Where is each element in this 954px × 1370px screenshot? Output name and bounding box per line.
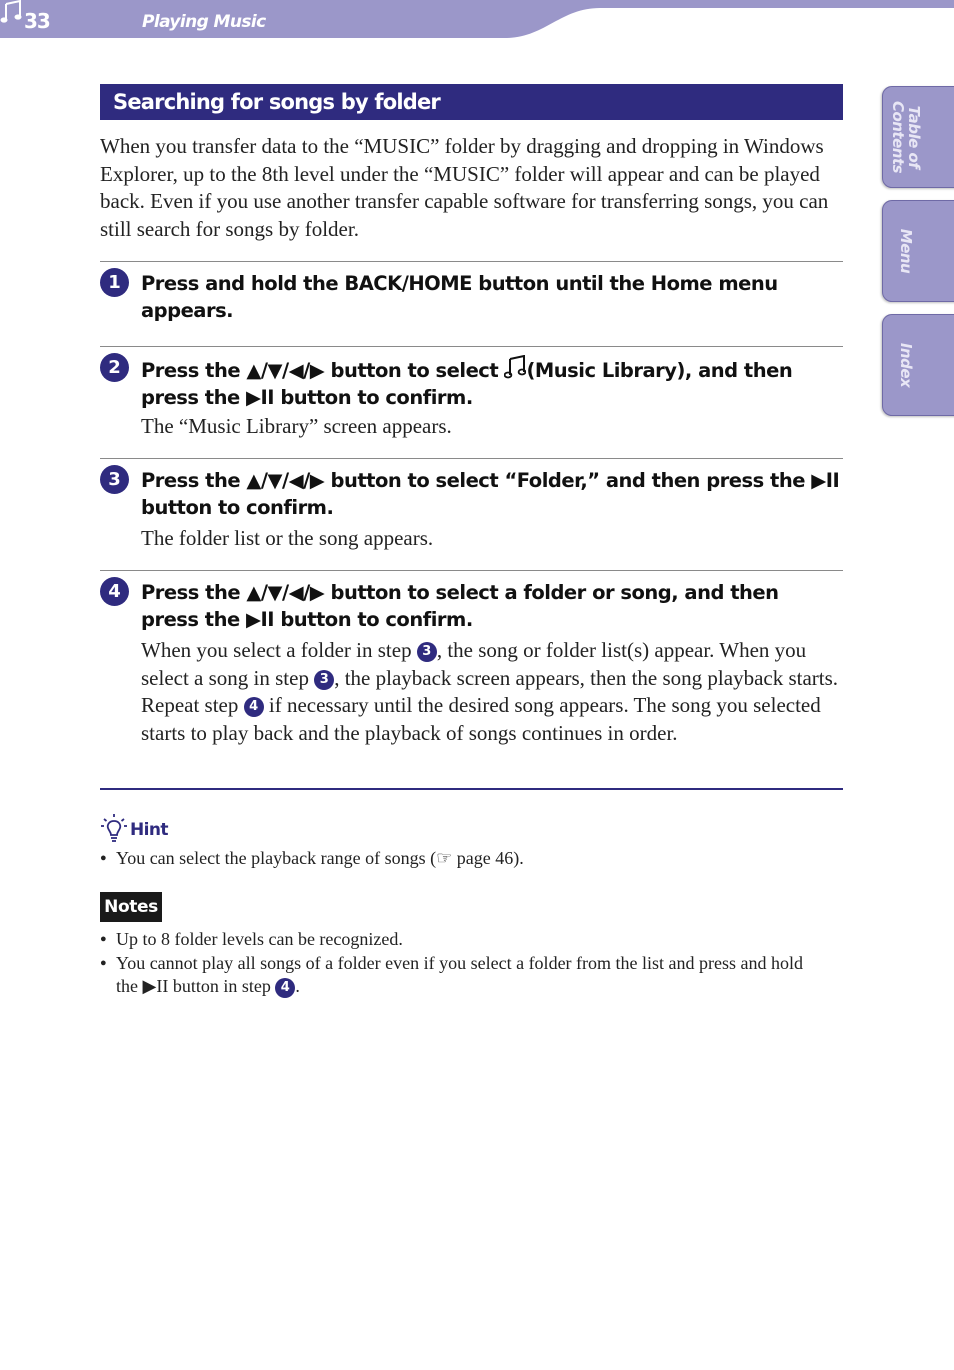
- tab-menu[interactable]: [882, 200, 954, 302]
- tab-label: Menu: [897, 228, 915, 274]
- hint-list: [100, 847, 820, 871]
- hint-label: Hint: [130, 820, 168, 840]
- page-number: 33: [24, 9, 50, 33]
- step-ref-badge: 3: [417, 642, 437, 662]
- notes-list: [100, 928, 820, 999]
- step-3-title: Press the ▲/▼/◀/▶ button to select “Folder,” and then press the ▶II button to confirm.: [141, 469, 840, 519]
- step-number-3: 3: [100, 465, 129, 494]
- step-number-2: 2: [100, 353, 129, 382]
- step-2-title-part-a: Press the ▲/▼/◀/▶ button to select: [141, 359, 499, 382]
- divider: [100, 346, 843, 347]
- step-1-title: Press and hold the BACK/HOME button until the Home menu appears.: [141, 272, 778, 322]
- step-number-1: 1: [100, 268, 129, 297]
- step-2-title-part-b: (Music Library), and then press the ▶II button to confirm.: [141, 359, 793, 409]
- tab-label: Table of Contents: [889, 100, 923, 174]
- step-ref-badge: 3: [314, 670, 334, 690]
- step-ref-badge: 4: [244, 697, 264, 717]
- step-4-title: Press the ▲/▼/◀/▶ button to select a folder or song, and then press the ▶II button to confirm.: [141, 581, 779, 631]
- step-4-desc-part: When you select a folder in step: [141, 638, 412, 662]
- step-4-desc-part: , the song or folder list(s) appear. When you select a song in step: [141, 638, 807, 690]
- section-end-divider: [100, 788, 843, 790]
- tab-index[interactable]: [882, 314, 954, 416]
- list-item: [100, 952, 820, 999]
- step-4-desc-part: , the playback screen appears, then the song playback starts. Repeat step: [141, 665, 839, 717]
- music-note-icon: [0, 0, 22, 24]
- tab-table-of-contents[interactable]: [882, 86, 954, 188]
- step-ref-badge: 4: [275, 978, 295, 998]
- header-band: [0, 0, 954, 40]
- step-4-desc-part: if necessary until the desired song appears. The song you selected starts to play back and the playback of songs continues in order.: [141, 693, 821, 745]
- music-library-icon: [504, 355, 526, 379]
- hint-text: page 46).: [452, 848, 524, 868]
- divider: [100, 261, 843, 262]
- section-title: Playing Music: [142, 12, 266, 32]
- step-2-description: The “Music Library” screen appears.: [141, 414, 452, 438]
- page-ref-icon: ☞: [436, 848, 453, 868]
- list-item: [100, 847, 820, 871]
- notes-label: Notes: [100, 892, 162, 922]
- divider: [100, 458, 843, 459]
- step-2-title: [141, 355, 841, 411]
- page-title: Searching for songs by folder: [100, 84, 843, 120]
- note-text: You cannot play all songs of a folder even if you select a folder from the list and press and hold the ▶II button in step: [116, 952, 804, 996]
- step-number-4: 4: [100, 577, 129, 606]
- hint-text: You can select the playback range of songs (: [116, 848, 437, 868]
- note-text: .: [295, 976, 300, 996]
- step-4-description: [141, 637, 846, 747]
- divider: [100, 570, 843, 571]
- list-item: ● Up to 8 folder levels can be recognized.: [100, 928, 820, 952]
- tab-label: Index: [897, 342, 915, 388]
- intro-paragraph: When you transfer data to the “MUSIC” folder by dragging and dropping in Windows Explorer, up to the 8th level under the “MUSIC” folder will appear and can be played back. Even if you use another transfer capable software for transferring songs, you can still search for songs by folder.: [100, 134, 829, 241]
- step-3-description: The folder list or the song appears.: [141, 526, 434, 550]
- lightbulb-icon: [100, 812, 128, 844]
